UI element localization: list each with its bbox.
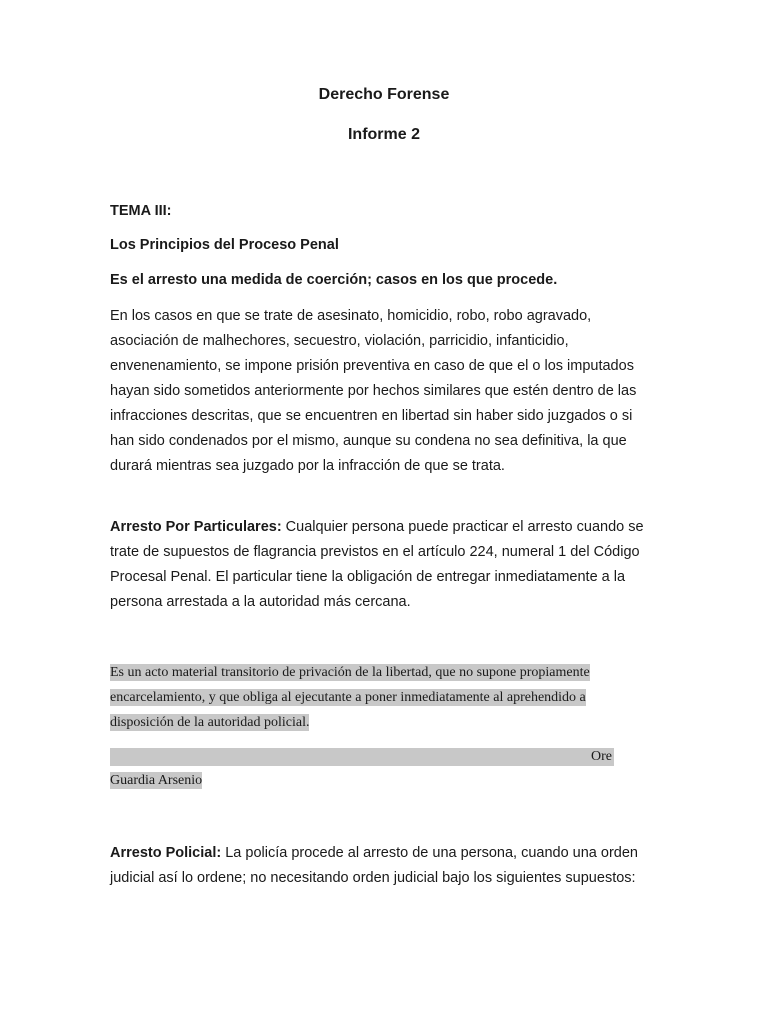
- document-title: Derecho Forense: [318, 86, 450, 103]
- quote-line: Es un acto material transitorio de privación de la libertad, que no supone propiamente: [110, 665, 590, 680]
- arresto-particulares-label: Arresto Por Particulares:: [110, 519, 282, 535]
- arresto-particulares-text: Cualquier persona puede practicar el arresto cuando se trate de supuestos de flagrancia previstos en el artículo 224, numeral 1 del Código Procesal Penal. El particular tiene la obligación de entregar inmediatamente a la persona arrestada a la autoridad más cercana.: [110, 519, 644, 610]
- section-heading: Los Principios del Proceso Penal: [110, 237, 339, 253]
- quote-author-part1: Ore: [591, 749, 612, 764]
- arresto-policial-label: Arresto Policial:: [110, 845, 222, 861]
- quote-line: disposición de la autoridad policial.: [110, 715, 310, 730]
- paragraph-arresto-policial: [110, 841, 658, 891]
- quote-line: encarcelamiento, y que obliga al ejecutante a poner inmediatamente al aprehendido a: [110, 690, 586, 705]
- document-subtitle: Informe 2: [347, 126, 420, 143]
- highlighted-quote: [110, 660, 650, 735]
- paragraph-prision-preventiva: En los casos en que se trate de asesinato, homicidio, robo, robo agravado, asociación de malhechores, secuestro, violación, parricidio, infanticidio, envenenamiento, se impone prisión preventiva en caso de que el o los imputados hayan sido sometidos anteriormente por hechos similares que estén dentro de las infracciones descritas, que se encuentren en libertad sin haber sido juzgados o si han sido condenados por el mismo, aunque su condena no sea definitiva, la que durará mientras sea juzgado por la infracción de que se trata.: [110, 308, 637, 474]
- tema-label: TEMA III:: [110, 203, 172, 219]
- arresto-policial-text: La policía procede al arresto de una persona, cuando una orden judicial así lo ordene; no necesitando orden judicial bajo los siguientes supuestos:: [110, 845, 638, 886]
- paragraph-arresto-particulares: [110, 515, 658, 615]
- quote-author: [110, 748, 614, 789]
- quote-author-part2: Guardia Arsenio: [110, 773, 203, 788]
- section-question: Es el arresto una medida de coerción; casos en los que procede.: [110, 272, 558, 288]
